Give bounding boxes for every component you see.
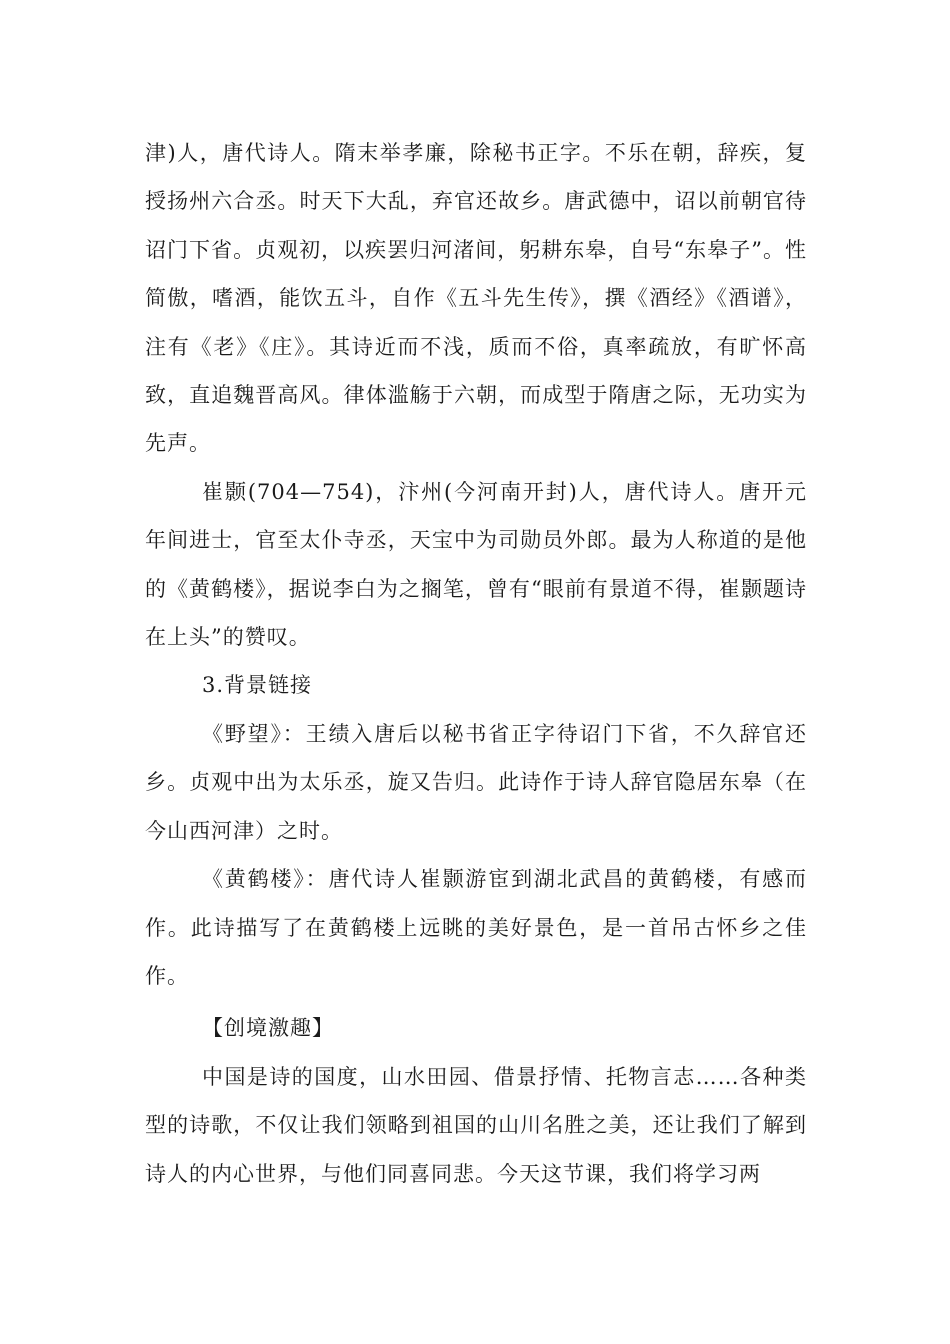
paragraph-wangji-bio: 津)人，唐代诗人。隋末举孝廉，除秘书正字。不乐在朝，辞疾，复授扬州六合丞。时天下大乱，弃官还故乡。唐武德中，诏以前朝官待诏门下省。贞观初，以疾罢归河渚间，躬耕东皋，自号“东皋子”。性简傲，嗜酒，能饮五斗，自作《五斗先生传》，撰《酒经》《酒谱》，注有《老》《庄》。其诗近而不浅，质而不俗，真率疏放，有旷怀高致，直追魏晋高风。律体滥觞于六朝，而成型于隋唐之际，无功实为先声。 <box>145 141 807 456</box>
paragraph-intro: 中国是诗的国度，山水田园、借景抒情、托物言志……各种类型的诗歌，不仅让我们领略到祖国的山川名胜之美，还让我们了解到诗人的内心世界，与他们同喜同悲。今天这节课，我们将学习两 <box>145 1064 807 1186</box>
section-heading-background: 3.背景链接 <box>202 673 313 698</box>
paragraph-cuihao-bio: 崔颢(704—754)，汴州(今河南开封)人，唐代诗人。唐开元年间进士，官至太仆寺丞，天宝中为司勋员外郎。最为人称道的是他的《黄鹤楼》，据说李白为之搁笔，曾有“眼前有景道不得，崔颢题诗在上头”的赞叹。 <box>145 479 807 650</box>
paragraph-yewang-background: 《野望》：王绩入唐后以秘书省正字待诏门下省，不久辞官还乡。贞观中出为太乐丞，旋又告归。此诗作于诗人辞官隐居东皋（在今山西河津）之时。 <box>145 721 807 843</box>
section-heading-chuangjing: 【创境激趣】 <box>202 1016 334 1041</box>
document-body <box>145 129 807 1198</box>
paragraph-huanghelou-background: 《黄鹤楼》：唐代诗人崔颢游宦到湖北武昌的黄鹤楼，有感而作。此诗描写了在黄鹤楼上远眺的美好景色，是一首吊古怀乡之佳作。 <box>145 867 807 988</box>
